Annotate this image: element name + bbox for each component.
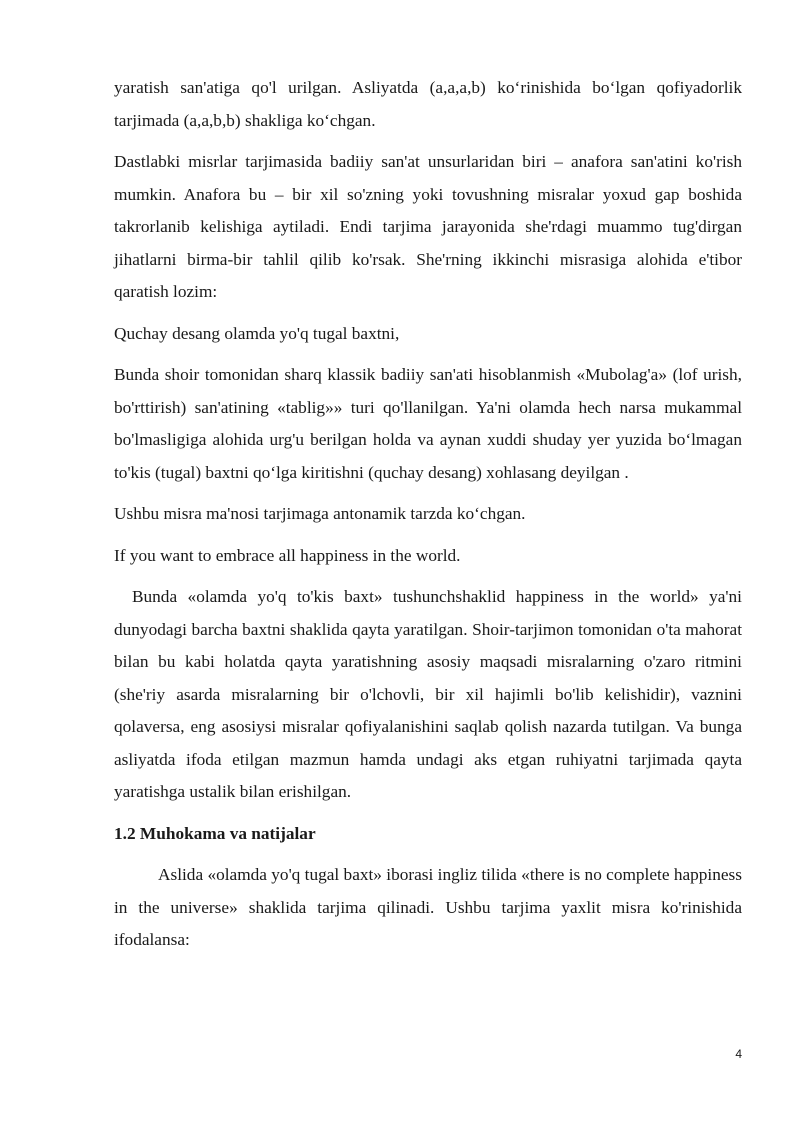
section-heading: 1.2 Muhokama va natijalar: [114, 823, 316, 843]
paragraph-anaphora: Dastlabki misrlar tarjimasida badiiy san'at unsurlaridan biri – anafora san'atini ko'rish mumkin. Anafora bu – bir xil so'zning yoki tovushning misralar yoxud gap boshida takrorlanib kelishiga aytiladi. Endi tarjima jarayonida she'rdagi muammo tug'dirgan jihatlarni birma-bir tahlil qilib ko'rsak. She'rning ikkinchi misrasiga alohida e'tibor qaratish lozim:: [114, 152, 742, 301]
paragraph-rhyme-scheme: yaratish san'atiga qo'l urilgan. Asliyatda (a,a,a,b) ko‘rinishida bo‘lgan qofiyadorlik tarjimada (a,a,b,b) shakliga ko‘chgan.: [114, 78, 742, 130]
poem-line-uzbek: Quchay desang olamda yo'q tugal baxtni,: [114, 323, 400, 343]
document-page: [114, 72, 742, 966]
page-number: 4: [735, 1047, 742, 1061]
paragraph-mubolaga: Bunda shoir tomonidan sharq klassik badiiy san'ati hisoblanmish «Mubolag'a» (lof urish, bo'rttirish) san'atining «tablig»» turi qo'llanilgan. Ya'ni olamda hech narsa mukammal bo'lmasligiga alohida urg'u berilgan holda va aynan xuddi shuday yer yuzida bo‘lmagan to'kis (tugal) baxtni qo‘lga kiritishni (quchay desang) xohlasang deyilgan .: [114, 365, 742, 482]
paragraph-antonymic-translation: Ushbu misra ma'nosi tarjimaga antonamik tarzda ko‘chgan.: [114, 504, 526, 523]
paragraph-recreation-analysis: Bunda «olamda yo'q to'kis baxt» tushunchshaklid happiness in the world» ya'ni dunyodagi barcha baxtni shaklida qayta yaratilgan. Shoir-tarjimon tomonidan o'ta mahorat bilan bu kabi holatda qayta yaratishning asosiy maqsadi misralarning o'zaro ritmini (she'riy asarda misralarning bir o'lchovli, bir xil hajimli bo'lib kelishidir), vaznini qolaversa, eng asosiysi misralar qofiyalanishini saqlab qolish nazarda tutilgan. Va bunga asliyatda ifoda etilgan mazmun hamda undagi aks etgan ruhiyatni tarjimada qayta yaratishga ustalik bilan erishilgan.: [114, 587, 742, 801]
poem-line-english: If you want to embrace all happiness in the world.: [114, 545, 461, 565]
paragraph-literal-translation: Aslida «olamda yo'q tugal baxt» iborasi ingliz tilida «there is no complete happiness in the universe» shaklida tarjima qilinadi. Ushbu tarjima yaxlit misra ko'rinishida ifodalansa:: [114, 865, 742, 949]
